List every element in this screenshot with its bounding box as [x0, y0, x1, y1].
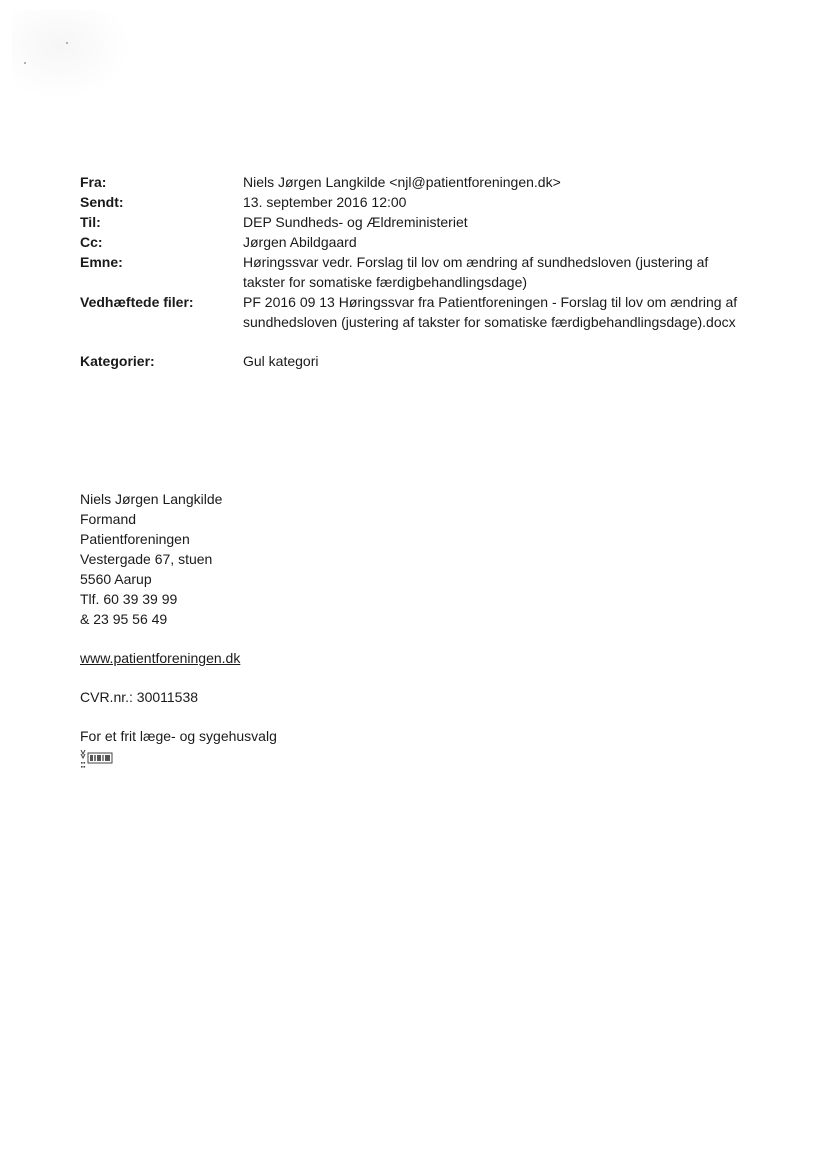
attachments-row — [80, 292, 760, 332]
signature-city: 5560 Aarup — [80, 571, 152, 587]
signature-phone: Tlf. 60 39 39 99 — [80, 591, 178, 607]
to-row — [80, 212, 760, 232]
cc-row — [80, 232, 760, 252]
cc-label: Cc: — [80, 234, 103, 250]
scan-dust — [66, 42, 68, 44]
spacer — [80, 629, 480, 648]
cc-value: Jørgen Abildgaard — [243, 234, 357, 250]
spacer — [80, 707, 480, 726]
to-value: DEP Sundheds- og Ældreministeriet — [243, 214, 468, 230]
attachments-label: Vedhæftede filer: — [80, 294, 194, 310]
scan-dust — [24, 62, 26, 64]
sent-value: 13. september 2016 12:00 — [243, 194, 407, 210]
sent-row — [80, 192, 760, 212]
spacer — [80, 668, 480, 687]
broken-logo-image-icon — [80, 749, 116, 776]
categories-value: Gul kategori — [243, 353, 319, 369]
to-label: Til: — [80, 214, 101, 230]
email-header-block — [80, 172, 760, 371]
signature-phone-2: & 23 95 56 49 — [80, 611, 168, 627]
email-signature — [80, 489, 480, 776]
signature-organization: Patientforeningen — [80, 531, 190, 547]
categories-row — [80, 351, 760, 371]
website-line — [80, 648, 480, 668]
signature-slogan: For et frit læge- og sygehusvalg — [80, 728, 277, 744]
signature-street: Vestergade 67, stuen — [80, 551, 213, 567]
from-row — [80, 172, 760, 192]
subject-row — [80, 252, 760, 292]
subject-label: Emne: — [80, 254, 123, 270]
signature-title: Formand — [80, 511, 137, 527]
sent-label: Sendt: — [80, 194, 124, 210]
signature-name: Niels Jørgen Langkilde — [80, 491, 223, 507]
signature-cvr: CVR.nr.: 30011538 — [80, 689, 199, 705]
website-link[interactable]: www.patientforeningen.dk — [80, 650, 241, 666]
from-label: Fra: — [80, 174, 107, 190]
scan-smudge — [12, 10, 132, 100]
from-value: Niels Jørgen Langkilde <njl@patientforeningen.dk> — [243, 174, 561, 190]
subject-value: Høringssvar vedr. Forslag til lov om ændring af sundhedsloven (justering af takster for somatiske færdigbehandlingsdage) — [243, 254, 709, 290]
categories-label: Kategorier: — [80, 353, 155, 369]
attachments-value: PF 2016 09 13 Høringssvar fra Patientforeningen - Forslag til lov om ændring af sundhedsloven (justering af takster for somatiske færdigbehandlingsdage).docx — [243, 294, 738, 330]
